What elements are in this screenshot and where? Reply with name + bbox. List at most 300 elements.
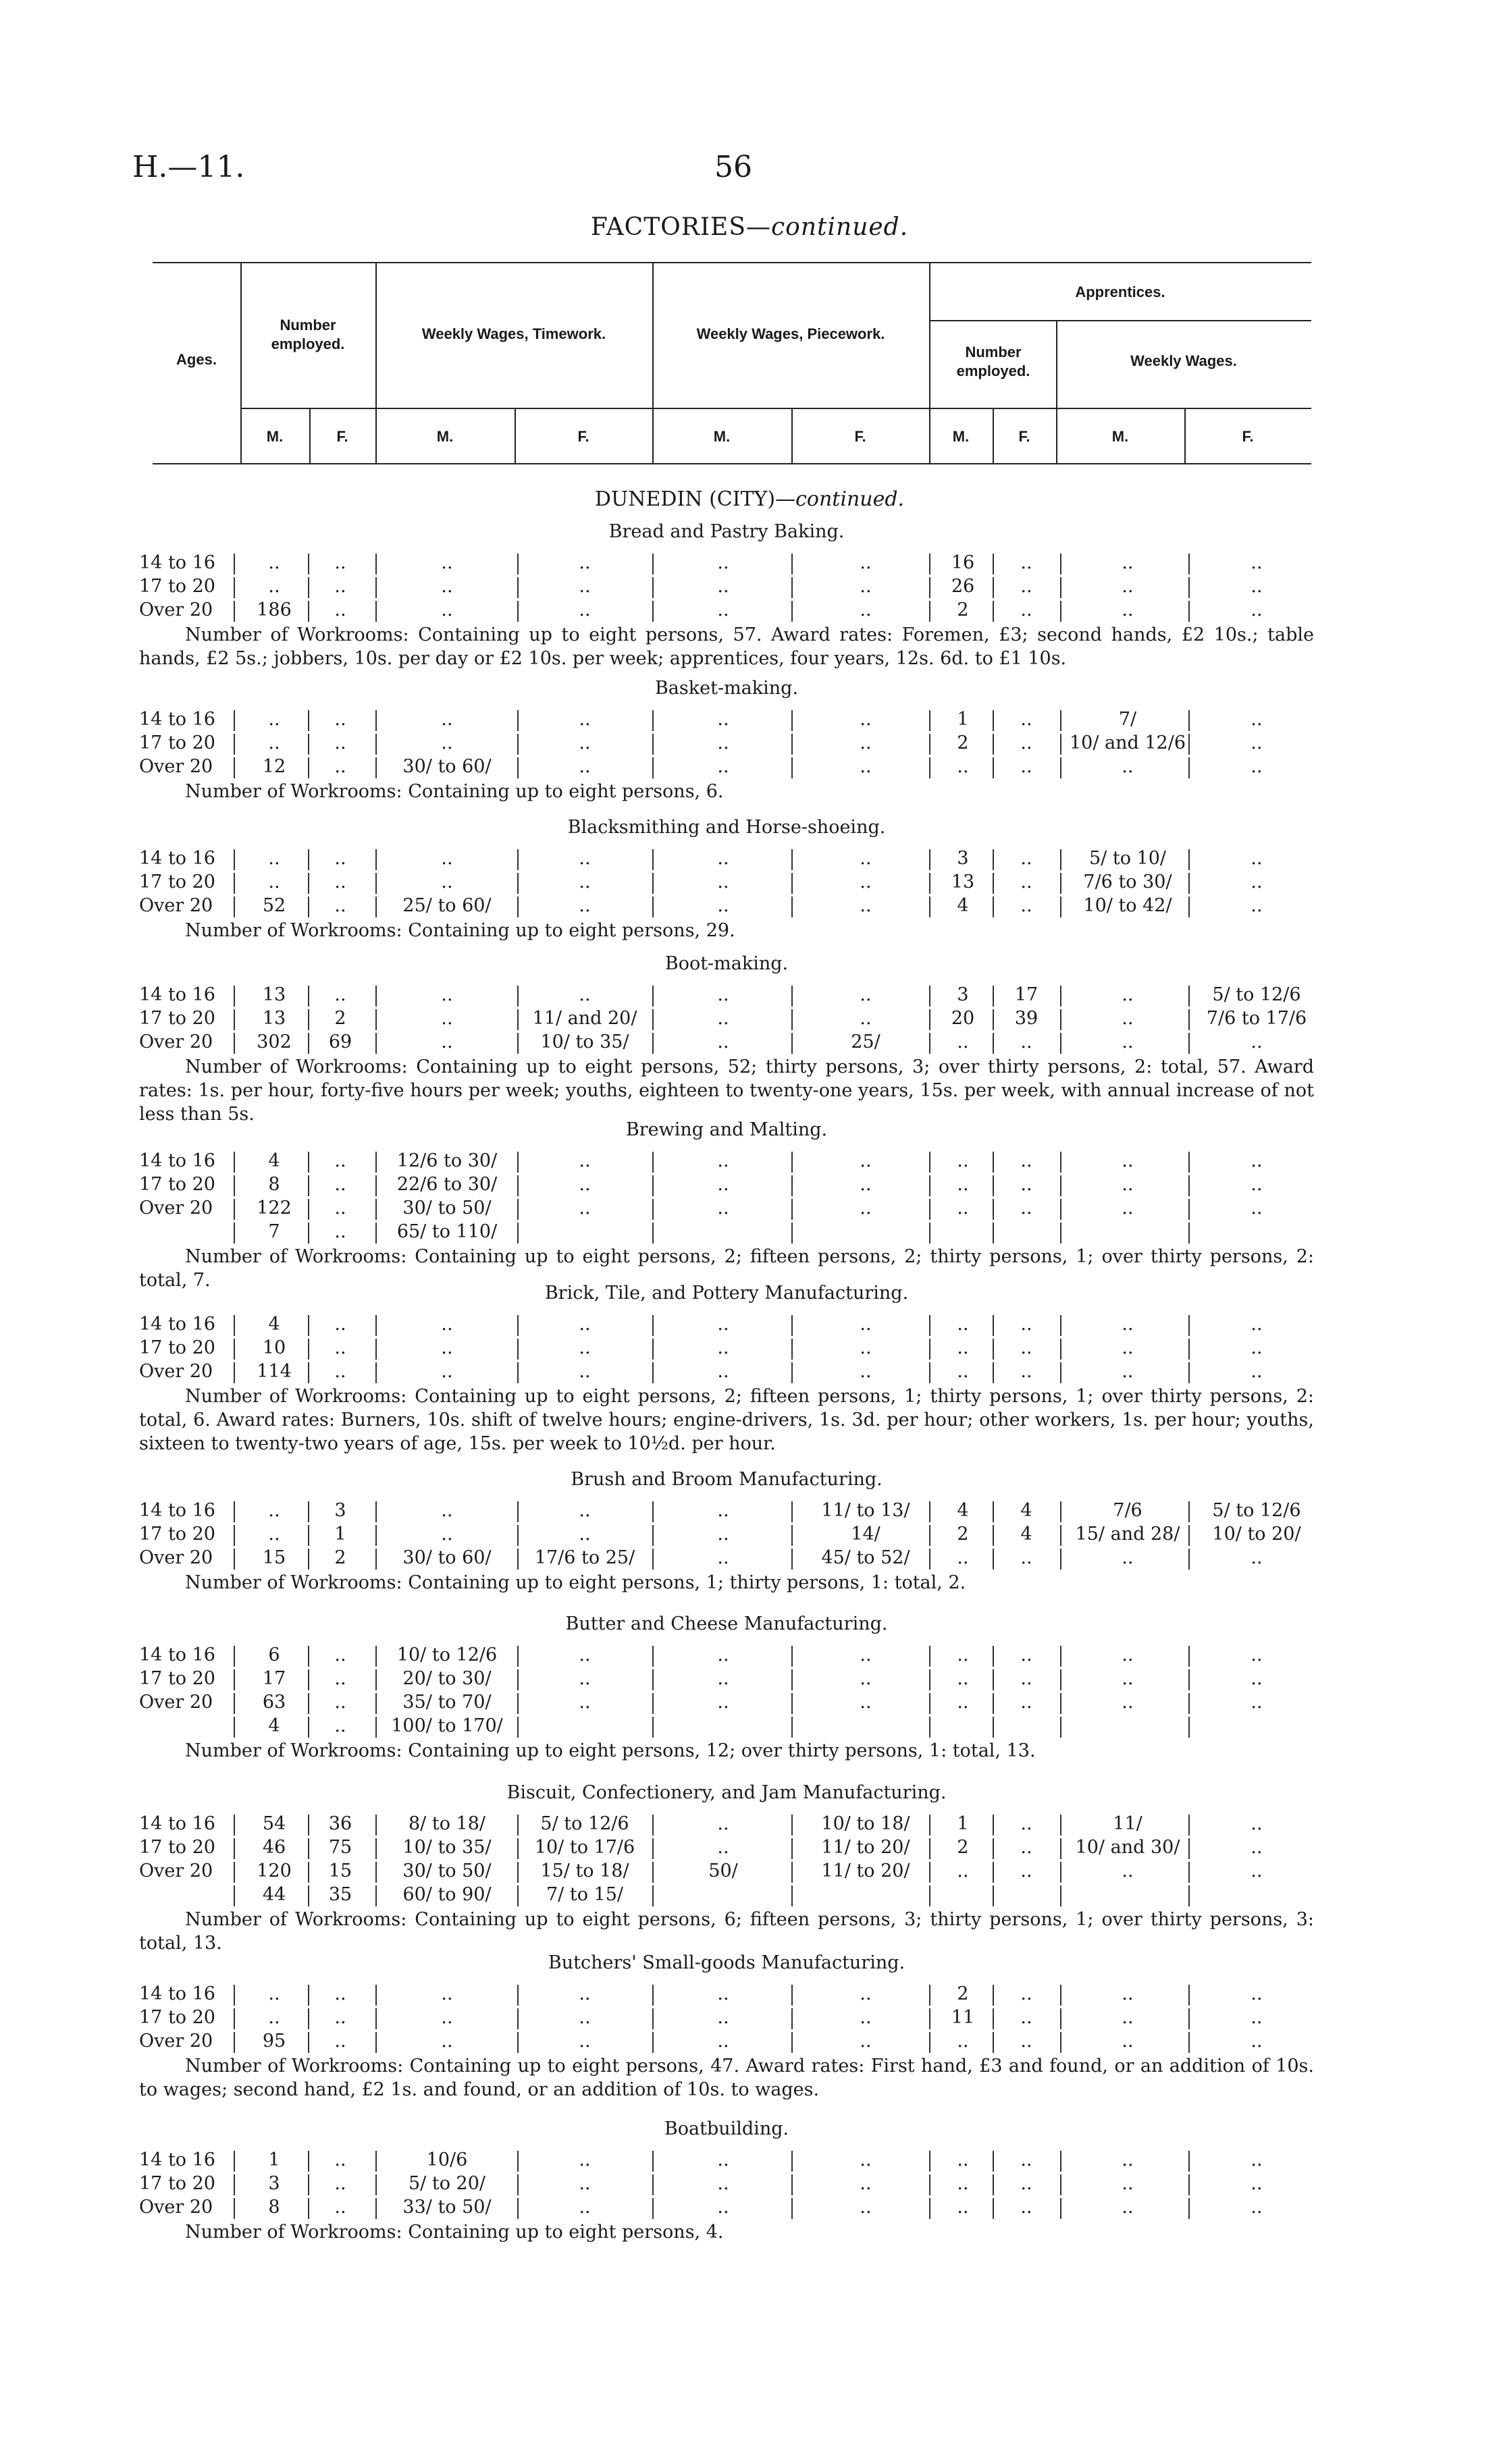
column-rule	[1188, 1862, 1190, 1883]
column-rule	[1188, 1525, 1190, 1546]
column-rule	[1060, 710, 1061, 731]
cell-time-m: ..	[441, 1983, 453, 2004]
table-row	[139, 1174, 1314, 1198]
cell-num-f: 35	[328, 1884, 352, 1905]
cell-app-wage-m: ..	[1122, 984, 1134, 1005]
cell-piece-m: 50/	[708, 1860, 738, 1881]
column-rule	[308, 1315, 309, 1336]
column-rule	[791, 734, 793, 755]
column-rule	[308, 1199, 309, 1220]
cell-app-num-f: ..	[1020, 1983, 1032, 2004]
column-rule	[652, 1693, 654, 1714]
section-rows	[139, 709, 1314, 780]
column-rule	[517, 1862, 519, 1883]
cell-num-m: ..	[268, 709, 280, 730]
column-rule	[308, 849, 309, 870]
cell-num-m: 114	[257, 1361, 292, 1382]
column-rule	[234, 1033, 235, 1054]
cell-piece-f: ..	[860, 2007, 872, 2028]
cell-num-m: 3	[268, 2173, 280, 2194]
cell-app-wage-m: 5/ to 10/	[1089, 848, 1166, 869]
cell-piece-f: ..	[860, 576, 872, 597]
cell-time-f: ..	[579, 1500, 591, 1521]
column-rule	[517, 1717, 519, 1738]
column-rule	[517, 873, 519, 894]
column-rule	[993, 849, 994, 870]
column-rule	[929, 2174, 930, 2195]
cell-num-f: 69	[328, 1032, 352, 1052]
column-rule	[929, 1175, 930, 1196]
column-rule	[308, 1669, 309, 1690]
column-rule	[234, 1223, 235, 1243]
column-rule	[375, 1862, 377, 1883]
column-rule	[1060, 1669, 1061, 1690]
cell-app-wage-m: ..	[1122, 1547, 1134, 1568]
column-rule	[929, 1525, 930, 1546]
cell-app-wage-f: ..	[1251, 1174, 1263, 1195]
cell-time-f: ..	[579, 2173, 591, 2194]
column-rule	[1060, 1501, 1061, 1522]
cell-time-m: ..	[441, 1500, 453, 1521]
cell-num-f: ..	[334, 1692, 346, 1713]
column-rule	[652, 1199, 654, 1220]
section-note: Number of Workrooms: Containing up to eight persons, 29.	[185, 920, 735, 941]
cell-age: 14 to 16	[139, 552, 215, 573]
column-rule	[1060, 2008, 1061, 2029]
column-rule	[1188, 1885, 1190, 1906]
cell-app-wage-m: ..	[1122, 2007, 1134, 2028]
column-rule	[1060, 1033, 1061, 1054]
column-rule	[234, 601, 235, 622]
cell-num-m: 4	[268, 1715, 280, 1736]
cell-num-f: ..	[334, 709, 346, 730]
cell-num-f: 2	[334, 1547, 346, 1568]
cell-time-m: ..	[441, 1337, 453, 1358]
column-rule	[1188, 1838, 1190, 1859]
column-rule	[1188, 1175, 1190, 1196]
column-header	[153, 262, 1311, 464]
column-rule	[375, 2032, 377, 2053]
column-rule	[1060, 849, 1061, 870]
column-rule	[791, 1717, 793, 1738]
column-rule	[1060, 757, 1061, 778]
cell-app-num-f: 17	[1014, 984, 1038, 1005]
cell-num-m: 46	[262, 1837, 286, 1858]
cell-app-num-f: ..	[1020, 2197, 1032, 2218]
cell-app-wage-m: ..	[1122, 1032, 1134, 1052]
column-rule	[1060, 1549, 1061, 1570]
cell-piece-m: ..	[717, 599, 729, 620]
cell-app-wage-m: ..	[1122, 1668, 1134, 1689]
cell-num-m: 10	[262, 1337, 286, 1358]
column-rule	[993, 1525, 994, 1546]
cell-piece-f: ..	[860, 552, 872, 573]
cell-piece-m: ..	[717, 1813, 729, 1834]
column-rule	[1060, 986, 1061, 1007]
cell-time-m: 20/ to 30/	[402, 1668, 492, 1689]
cell-piece-m: ..	[717, 1174, 729, 1195]
cell-num-f: ..	[334, 1983, 346, 2004]
cell-num-f: ..	[334, 2173, 346, 2194]
cell-num-f: 1	[334, 1524, 346, 1545]
cell-piece-m: ..	[717, 1150, 729, 1171]
column-rule	[308, 2008, 309, 2029]
header-f: F.	[1242, 428, 1254, 445]
column-rule	[652, 1152, 654, 1173]
cell-age: Over 20	[139, 1692, 213, 1713]
column-rule	[308, 1525, 309, 1546]
column-rule	[929, 1815, 930, 1836]
column-rule	[517, 757, 519, 778]
column-rule	[1060, 1885, 1061, 1906]
cell-app-num-m: 4	[957, 895, 969, 916]
column-rule	[791, 986, 793, 1007]
column-rule	[791, 1693, 793, 1714]
header-m: M.	[713, 428, 731, 445]
column-rule	[517, 1175, 519, 1196]
table-row	[139, 576, 1314, 599]
column-rule	[929, 554, 930, 574]
column-rule	[652, 1525, 654, 1546]
cell-num-m: ..	[268, 1983, 280, 2004]
cell-app-wage-m: ..	[1122, 1337, 1134, 1358]
column-rule	[929, 1885, 930, 1906]
column-rule	[308, 1646, 309, 1667]
column-rule	[517, 710, 519, 731]
cell-time-f: ..	[579, 1314, 591, 1335]
column-rule	[652, 601, 654, 622]
cell-app-wage-f: ..	[1251, 895, 1263, 916]
cell-time-f: ..	[579, 2031, 591, 2052]
section-butter-cheese	[139, 1613, 1314, 1763]
column-rule	[929, 1646, 930, 1667]
cell-piece-f: ..	[860, 709, 872, 730]
column-rule	[308, 1033, 309, 1054]
cell-app-num-f: ..	[1020, 732, 1032, 753]
column-rule	[652, 1009, 654, 1030]
cell-time-m: ..	[441, 872, 453, 892]
cell-time-f: 10/ to 35/	[540, 1032, 629, 1052]
column-rule	[993, 1838, 994, 1859]
cell-num-m: ..	[268, 2007, 280, 2028]
column-rule	[1060, 601, 1061, 622]
cell-time-m: 12/6 to 30/	[396, 1150, 498, 1171]
section-rows	[139, 1813, 1314, 1908]
cell-time-m: ..	[441, 1032, 453, 1052]
cell-piece-m: ..	[717, 1524, 729, 1545]
cell-app-wage-f: ..	[1251, 872, 1263, 892]
column-rule	[929, 1669, 930, 1690]
column-rule	[375, 554, 377, 574]
section-note: Number of Workrooms: Containing up to eight persons, 2; fifteen persons, 1; thirty persons, 1; over thirty persons, 2: total, 6. Award rates: Burners, 10s. shift of twelve hours; engine-drivers, 1s. 3d. per hour; other workers, 1s. per hour; youths, sixteen to twenty-two years of age, 15s. per week to 10½d. per hour.	[139, 1386, 1314, 1454]
column-rule	[652, 849, 654, 870]
column-rule	[308, 1985, 309, 2006]
column-rule	[993, 1501, 994, 1522]
column-rule	[1060, 577, 1061, 598]
column-rule	[375, 2008, 377, 2029]
column-rule	[517, 2198, 519, 2219]
column-rule	[929, 1009, 930, 1030]
column-rule	[1060, 1175, 1061, 1196]
column-rule	[791, 1362, 793, 1383]
page-number: 56	[714, 150, 752, 184]
cell-age: Over 20	[139, 2197, 213, 2218]
cell-app-num-m: ..	[957, 1032, 969, 1052]
cell-piece-m: ..	[717, 1692, 729, 1713]
cell-num-m: ..	[268, 1524, 280, 1545]
header-m: M.	[436, 428, 454, 445]
cell-num-f: ..	[334, 984, 346, 1005]
column-rule	[652, 1646, 654, 1667]
column-rule	[375, 2198, 377, 2219]
column-rule	[308, 1885, 309, 1906]
cell-time-m: ..	[441, 552, 453, 573]
cell-piece-m: ..	[717, 1361, 729, 1382]
cell-app-num-m: ..	[957, 756, 969, 777]
column-rule	[234, 577, 235, 598]
cell-time-f: ..	[579, 1337, 591, 1358]
column-rule	[652, 1033, 654, 1054]
column-rule	[308, 1549, 309, 1570]
column-rule	[929, 1985, 930, 2006]
cell-app-num-f: ..	[1020, 1174, 1032, 1195]
cell-time-f: ..	[579, 552, 591, 573]
page-title: FACTORIES—continued.	[590, 213, 909, 241]
cell-num-f: ..	[334, 1361, 346, 1382]
cell-piece-f: ..	[860, 848, 872, 869]
column-rule	[234, 554, 235, 574]
column-rule	[652, 1223, 654, 1243]
cell-app-num-f: 4	[1020, 1500, 1032, 1521]
cell-num-f: 3	[334, 1500, 346, 1521]
column-rule	[1188, 1693, 1190, 1714]
column-rule	[791, 1033, 793, 1054]
column-rule	[375, 1199, 377, 1220]
cell-app-wage-m: ..	[1122, 552, 1134, 573]
cell-app-num-m: ..	[957, 1668, 969, 1689]
cell-app-wage-f: ..	[1251, 2149, 1263, 2170]
column-rule	[652, 1985, 654, 2006]
cell-num-m: 15	[262, 1547, 286, 1568]
column-rule	[929, 1199, 930, 1220]
cell-app-num-m: ..	[957, 1692, 969, 1713]
column-rule	[652, 757, 654, 778]
cell-time-f: ..	[579, 1644, 591, 1665]
cell-time-m: 8/ to 18/	[409, 1813, 485, 1834]
header-f: F.	[854, 428, 866, 445]
column-rule	[993, 1315, 994, 1336]
cell-num-m: 4	[268, 1150, 280, 1171]
cell-app-wage-f: ..	[1251, 599, 1263, 620]
cell-time-m: 10/ to 12/6	[396, 1644, 498, 1665]
table-row	[139, 1884, 1314, 1908]
cell-piece-f: ..	[860, 984, 872, 1005]
cell-app-wage-f: ..	[1251, 1150, 1263, 1171]
cell-age: 14 to 16	[139, 1150, 215, 1171]
column-rule	[234, 849, 235, 870]
cell-time-f: ..	[579, 848, 591, 869]
cell-num-f: ..	[334, 1715, 346, 1736]
table-row	[139, 1837, 1314, 1860]
table-row	[139, 1221, 1314, 1245]
cell-app-num-f: ..	[1020, 1150, 1032, 1171]
column-rule	[791, 554, 793, 574]
column-rule	[1188, 896, 1190, 917]
section-note: Number of Workrooms: Containing up to eight persons, 52; thirty persons, 3; over thirty persons, 2: total, 57. Award rates: 1s. per hour, forty-five hours per week; youths, eighteen to twenty-one years, 15s. per week, with annual increase of not less than 5s.	[139, 1056, 1314, 1125]
column-rule	[652, 1501, 654, 1522]
table-row	[139, 1337, 1314, 1361]
section-biscuit-jam	[139, 1782, 1314, 1955]
column-rule	[234, 2198, 235, 2219]
cell-num-f: ..	[334, 895, 346, 916]
column-rule	[308, 734, 309, 755]
column-rule	[1188, 1717, 1190, 1738]
column-rule	[308, 896, 309, 917]
column-rule	[1188, 2174, 1190, 2195]
cell-app-num-m: ..	[957, 1174, 969, 1195]
header-apprentices: Apprentices.	[1075, 284, 1165, 300]
column-rule	[308, 1815, 309, 1836]
column-rule	[652, 2032, 654, 2053]
cell-app-num-f: ..	[1020, 2173, 1032, 2194]
cell-app-num-m: ..	[957, 2197, 969, 2218]
column-rule	[234, 1549, 235, 1570]
cell-time-m: 30/ to 50/	[402, 1860, 492, 1881]
cell-time-m: 10/ to 35/	[402, 1837, 492, 1858]
column-rule	[993, 2032, 994, 2053]
cell-app-num-f: ..	[1020, 709, 1032, 730]
column-rule	[791, 1223, 793, 1243]
cell-app-wage-f: ..	[1251, 1813, 1263, 1834]
column-rule	[308, 2151, 309, 2172]
column-rule	[1060, 1009, 1061, 1030]
column-rule	[517, 896, 519, 917]
cell-time-f: ..	[579, 709, 591, 730]
cell-num-m: 13	[262, 984, 286, 1005]
column-rule	[1188, 1223, 1190, 1243]
cell-time-f: ..	[579, 1668, 591, 1689]
cell-num-f: ..	[334, 756, 346, 777]
column-rule	[308, 2174, 309, 2195]
cell-app-num-f: ..	[1020, 599, 1032, 620]
cell-piece-f: ..	[860, 1668, 872, 1689]
column-rule	[791, 896, 793, 917]
cell-piece-m: ..	[717, 848, 729, 869]
cell-num-m: 17	[262, 1668, 286, 1689]
cell-app-wage-m: 10/ to 42/	[1083, 895, 1172, 916]
cell-age: 17 to 20	[139, 1668, 215, 1689]
column-rule	[234, 2174, 235, 2195]
column-rule	[791, 1199, 793, 1220]
cell-piece-f: ..	[860, 756, 872, 777]
column-rule	[791, 849, 793, 870]
cell-num-m: 8	[268, 1174, 280, 1195]
cell-piece-f: 10/ to 18/	[821, 1813, 910, 1834]
cell-time-m: 100/ to 170/	[391, 1715, 503, 1736]
cell-app-num-f: ..	[1020, 1032, 1032, 1052]
cell-piece-m: ..	[717, 2031, 729, 2052]
cell-age: Over 20	[139, 2031, 213, 2052]
cell-num-f: 2	[334, 1008, 346, 1029]
column-rule	[517, 1009, 519, 1030]
cell-app-num-f: ..	[1020, 2007, 1032, 2028]
cell-app-wage-m: ..	[1122, 599, 1134, 620]
cell-time-f: ..	[579, 1983, 591, 2004]
column-rule	[652, 1175, 654, 1196]
cell-piece-f: ..	[860, 1644, 872, 1665]
cell-piece-m: ..	[717, 1337, 729, 1358]
column-rule	[517, 2032, 519, 2053]
header-f: F.	[1018, 428, 1030, 445]
cell-time-f: ..	[579, 1361, 591, 1382]
cell-piece-m: ..	[717, 576, 729, 597]
column-rule	[791, 601, 793, 622]
cell-num-f: ..	[334, 1221, 346, 1242]
cell-app-wage-m: 15/ and 28/	[1075, 1524, 1180, 1545]
column-rule	[1060, 1815, 1061, 1836]
cell-num-m: 44	[262, 1884, 286, 1905]
table-row	[139, 2149, 1314, 2173]
column-rule	[791, 1646, 793, 1667]
cell-piece-m: ..	[717, 2149, 729, 2170]
column-rule	[1060, 2151, 1061, 2172]
cell-app-wage-m: ..	[1122, 1150, 1134, 1171]
table-row	[139, 756, 1314, 780]
column-rule	[791, 1838, 793, 1859]
column-rule	[234, 734, 235, 755]
cell-app-wage-m: ..	[1122, 1983, 1134, 2004]
cell-app-num-f: ..	[1020, 895, 1032, 916]
column-rule	[1188, 1985, 1190, 2006]
section-title: Butter and Cheese Manufacturing.	[565, 1613, 888, 1634]
section-blacksmithing	[139, 817, 1314, 942]
column-rule	[517, 986, 519, 1007]
cell-app-wage-f: ..	[1251, 1198, 1263, 1218]
section-basket-making	[139, 678, 1314, 803]
column-rule	[517, 1199, 519, 1220]
column-rule	[652, 2174, 654, 2195]
column-rule	[791, 1175, 793, 1196]
cell-age: 14 to 16	[139, 848, 215, 869]
column-rule	[1188, 873, 1190, 894]
column-rule	[308, 1009, 309, 1030]
cell-piece-m: ..	[717, 1032, 729, 1052]
cell-app-num-f: ..	[1020, 1337, 1032, 1358]
column-rule	[308, 2032, 309, 2053]
column-rule	[1188, 1646, 1190, 1667]
cell-time-f: 5/ to 12/6	[540, 1813, 629, 1834]
column-rule	[1188, 1362, 1190, 1383]
section-title: Brewing and Malting.	[625, 1119, 828, 1140]
cell-app-wage-m: ..	[1122, 1314, 1134, 1335]
column-rule	[652, 1339, 654, 1360]
column-rule	[375, 2151, 377, 2172]
column-rule	[1188, 1339, 1190, 1360]
cell-num-f: ..	[334, 2149, 346, 2170]
table-row	[139, 872, 1314, 895]
column-rule	[517, 554, 519, 574]
column-rule	[791, 710, 793, 731]
cell-age: 14 to 16	[139, 1500, 215, 1521]
column-rule	[234, 1815, 235, 1836]
column-rule	[791, 1009, 793, 1030]
column-rule	[375, 710, 377, 731]
cell-age: Over 20	[139, 1860, 213, 1881]
column-rule	[308, 1175, 309, 1196]
column-rule	[791, 1815, 793, 1836]
cell-app-wage-f: ..	[1251, 576, 1263, 597]
cell-app-num-m: 3	[957, 848, 969, 869]
